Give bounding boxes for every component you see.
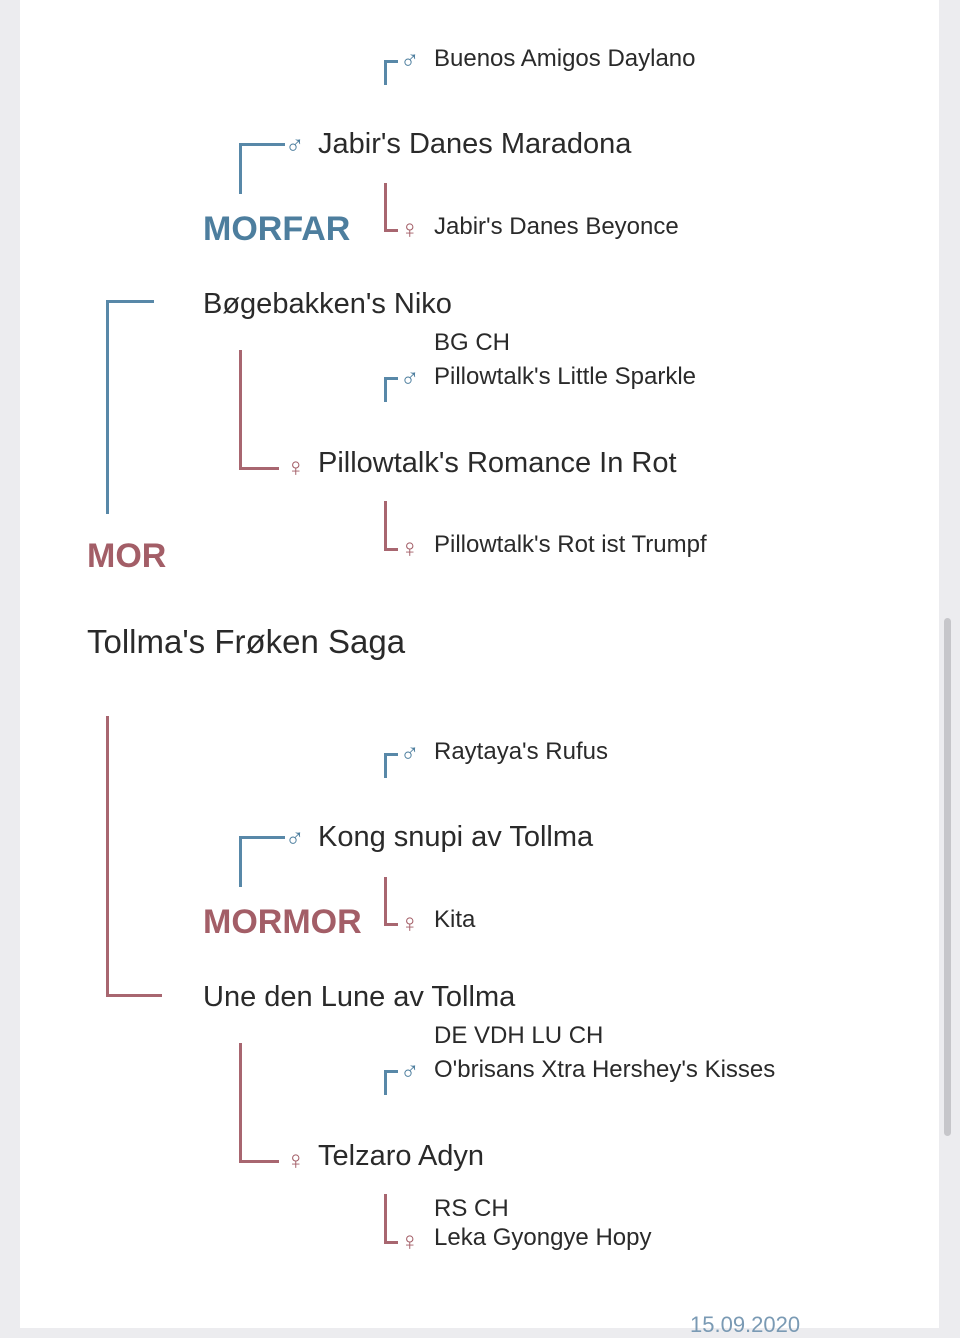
ancestor-name: Telzaro Adyn [318, 1140, 485, 1172]
connector-line [106, 300, 109, 514]
mor-label: MOR [87, 537, 167, 575]
ancestor-name: Une den Lune av Tollma [203, 981, 516, 1013]
connector-line [384, 753, 398, 756]
ancestor-name: Pillowtalk's Rot ist Trumpf [434, 531, 707, 558]
connector-line [384, 1241, 398, 1244]
ancestor-name: Leka Gyongye Hopy [434, 1224, 652, 1251]
connector-line [239, 1160, 279, 1163]
male-symbol-icon: ♂ [285, 822, 305, 852]
female-symbol-icon: ♀ [286, 452, 306, 482]
connector-line [239, 836, 285, 839]
mormor-label: MORMOR [203, 903, 362, 941]
connector-line [239, 143, 285, 146]
ancestor-title: BG CH [434, 329, 511, 356]
connector-line [384, 1194, 387, 1244]
connector-line [106, 994, 162, 997]
ancestor-title: DE VDH LU CH [434, 1022, 604, 1049]
male-symbol-icon: ♂ [400, 1055, 420, 1085]
male-symbol-icon: ♂ [285, 129, 305, 159]
ancestor-name: Kita [434, 906, 476, 933]
connector-line [239, 836, 242, 887]
male-symbol-icon: ♂ [400, 737, 420, 767]
connector-line [384, 377, 398, 380]
connector-line [384, 923, 398, 926]
connector-line [384, 229, 398, 232]
female-symbol-icon: ♀ [400, 1226, 420, 1256]
ancestor-title: RS CH [434, 1195, 509, 1222]
connector-line [384, 501, 387, 551]
pedigree-card [20, 0, 939, 1337]
post-date: 15.09.2020 [690, 1312, 801, 1337]
connector-line [239, 467, 279, 470]
connector-line [384, 753, 387, 778]
connector-line [384, 377, 387, 402]
ancestor-name: Buenos Amigos Daylano [434, 45, 696, 72]
female-symbol-icon: ♀ [400, 214, 420, 244]
male-symbol-icon: ♂ [400, 362, 420, 392]
ancestor-name: Pillowtalk's Little Sparkle [434, 363, 697, 390]
ancestor-name: Jabir's Danes Beyonce [434, 213, 679, 240]
female-symbol-icon: ♀ [286, 1145, 306, 1175]
connector-line [239, 350, 242, 470]
connector-line [106, 716, 109, 997]
ancestor-name: Raytaya's Rufus [434, 738, 608, 765]
female-symbol-icon: ♀ [400, 908, 420, 938]
ancestor-name: Pillowtalk's Romance In Rot [318, 447, 677, 479]
connector-line [384, 877, 387, 926]
connector-line [106, 300, 154, 303]
ancestor-name: Bøgebakken's Niko [203, 288, 452, 320]
connector-line [239, 143, 242, 194]
connector-line [384, 60, 398, 63]
connector-line [239, 1043, 242, 1163]
connector-line [384, 1070, 387, 1095]
connector-line [384, 1070, 398, 1073]
ancestor-name: O'brisans Xtra Hershey's Kisses [434, 1056, 776, 1083]
connector-line [384, 548, 398, 551]
connector-line [384, 60, 387, 85]
main-dog-name: Tollma's Frøken Saga [87, 623, 406, 660]
ancestor-name: Kong snupi av Tollma [318, 821, 594, 853]
male-symbol-icon: ♂ [400, 44, 420, 74]
ancestor-name: Jabir's Danes Maradona [318, 128, 632, 160]
scrollbar-thumb[interactable] [944, 618, 951, 1136]
female-symbol-icon: ♀ [400, 533, 420, 563]
connector-line [384, 183, 387, 232]
morfar-label: MORFAR [203, 210, 351, 248]
